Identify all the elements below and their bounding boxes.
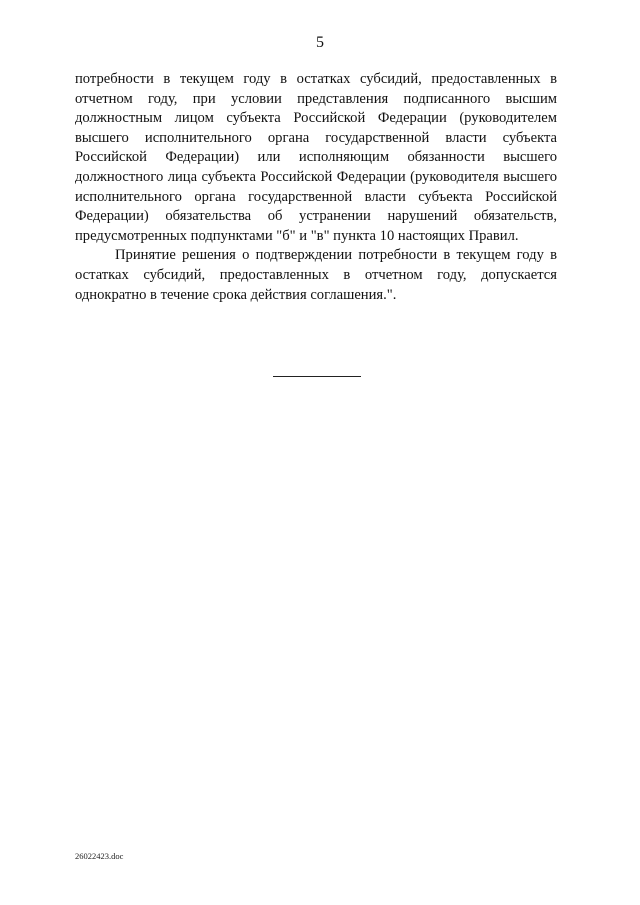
footer-filename: 26022423.doc xyxy=(75,851,124,861)
page-number: 5 xyxy=(316,34,324,51)
document-body xyxy=(75,70,557,305)
end-divider-line xyxy=(273,376,361,377)
paragraph-continuation: потребности в текущем году в остатках субсидий, предоставленных в отчетном году, при условии представления подписанного высшим должностным лицом субъекта Российской Федерации (руководителем высшего исполнительного органа государственной власти субъекта Российской Федерации) или исполняющим обязанности высшего должностного лица субъекта Российской Федерации (руководителя высшего исполнительного органа государственной власти субъекта Российской Федерации) обязательства об устранении нарушений обязательств, предусмотренных подпунктами "б" и "в" пункта 10 настоящих Правил. xyxy=(75,71,557,244)
paragraph-decision: Принятие решения о подтверждении потребности в текущем году в остатках субсидий, предоставленных в отчетном году, допускается однократно в течение срока действия соглашения.". xyxy=(75,247,557,303)
